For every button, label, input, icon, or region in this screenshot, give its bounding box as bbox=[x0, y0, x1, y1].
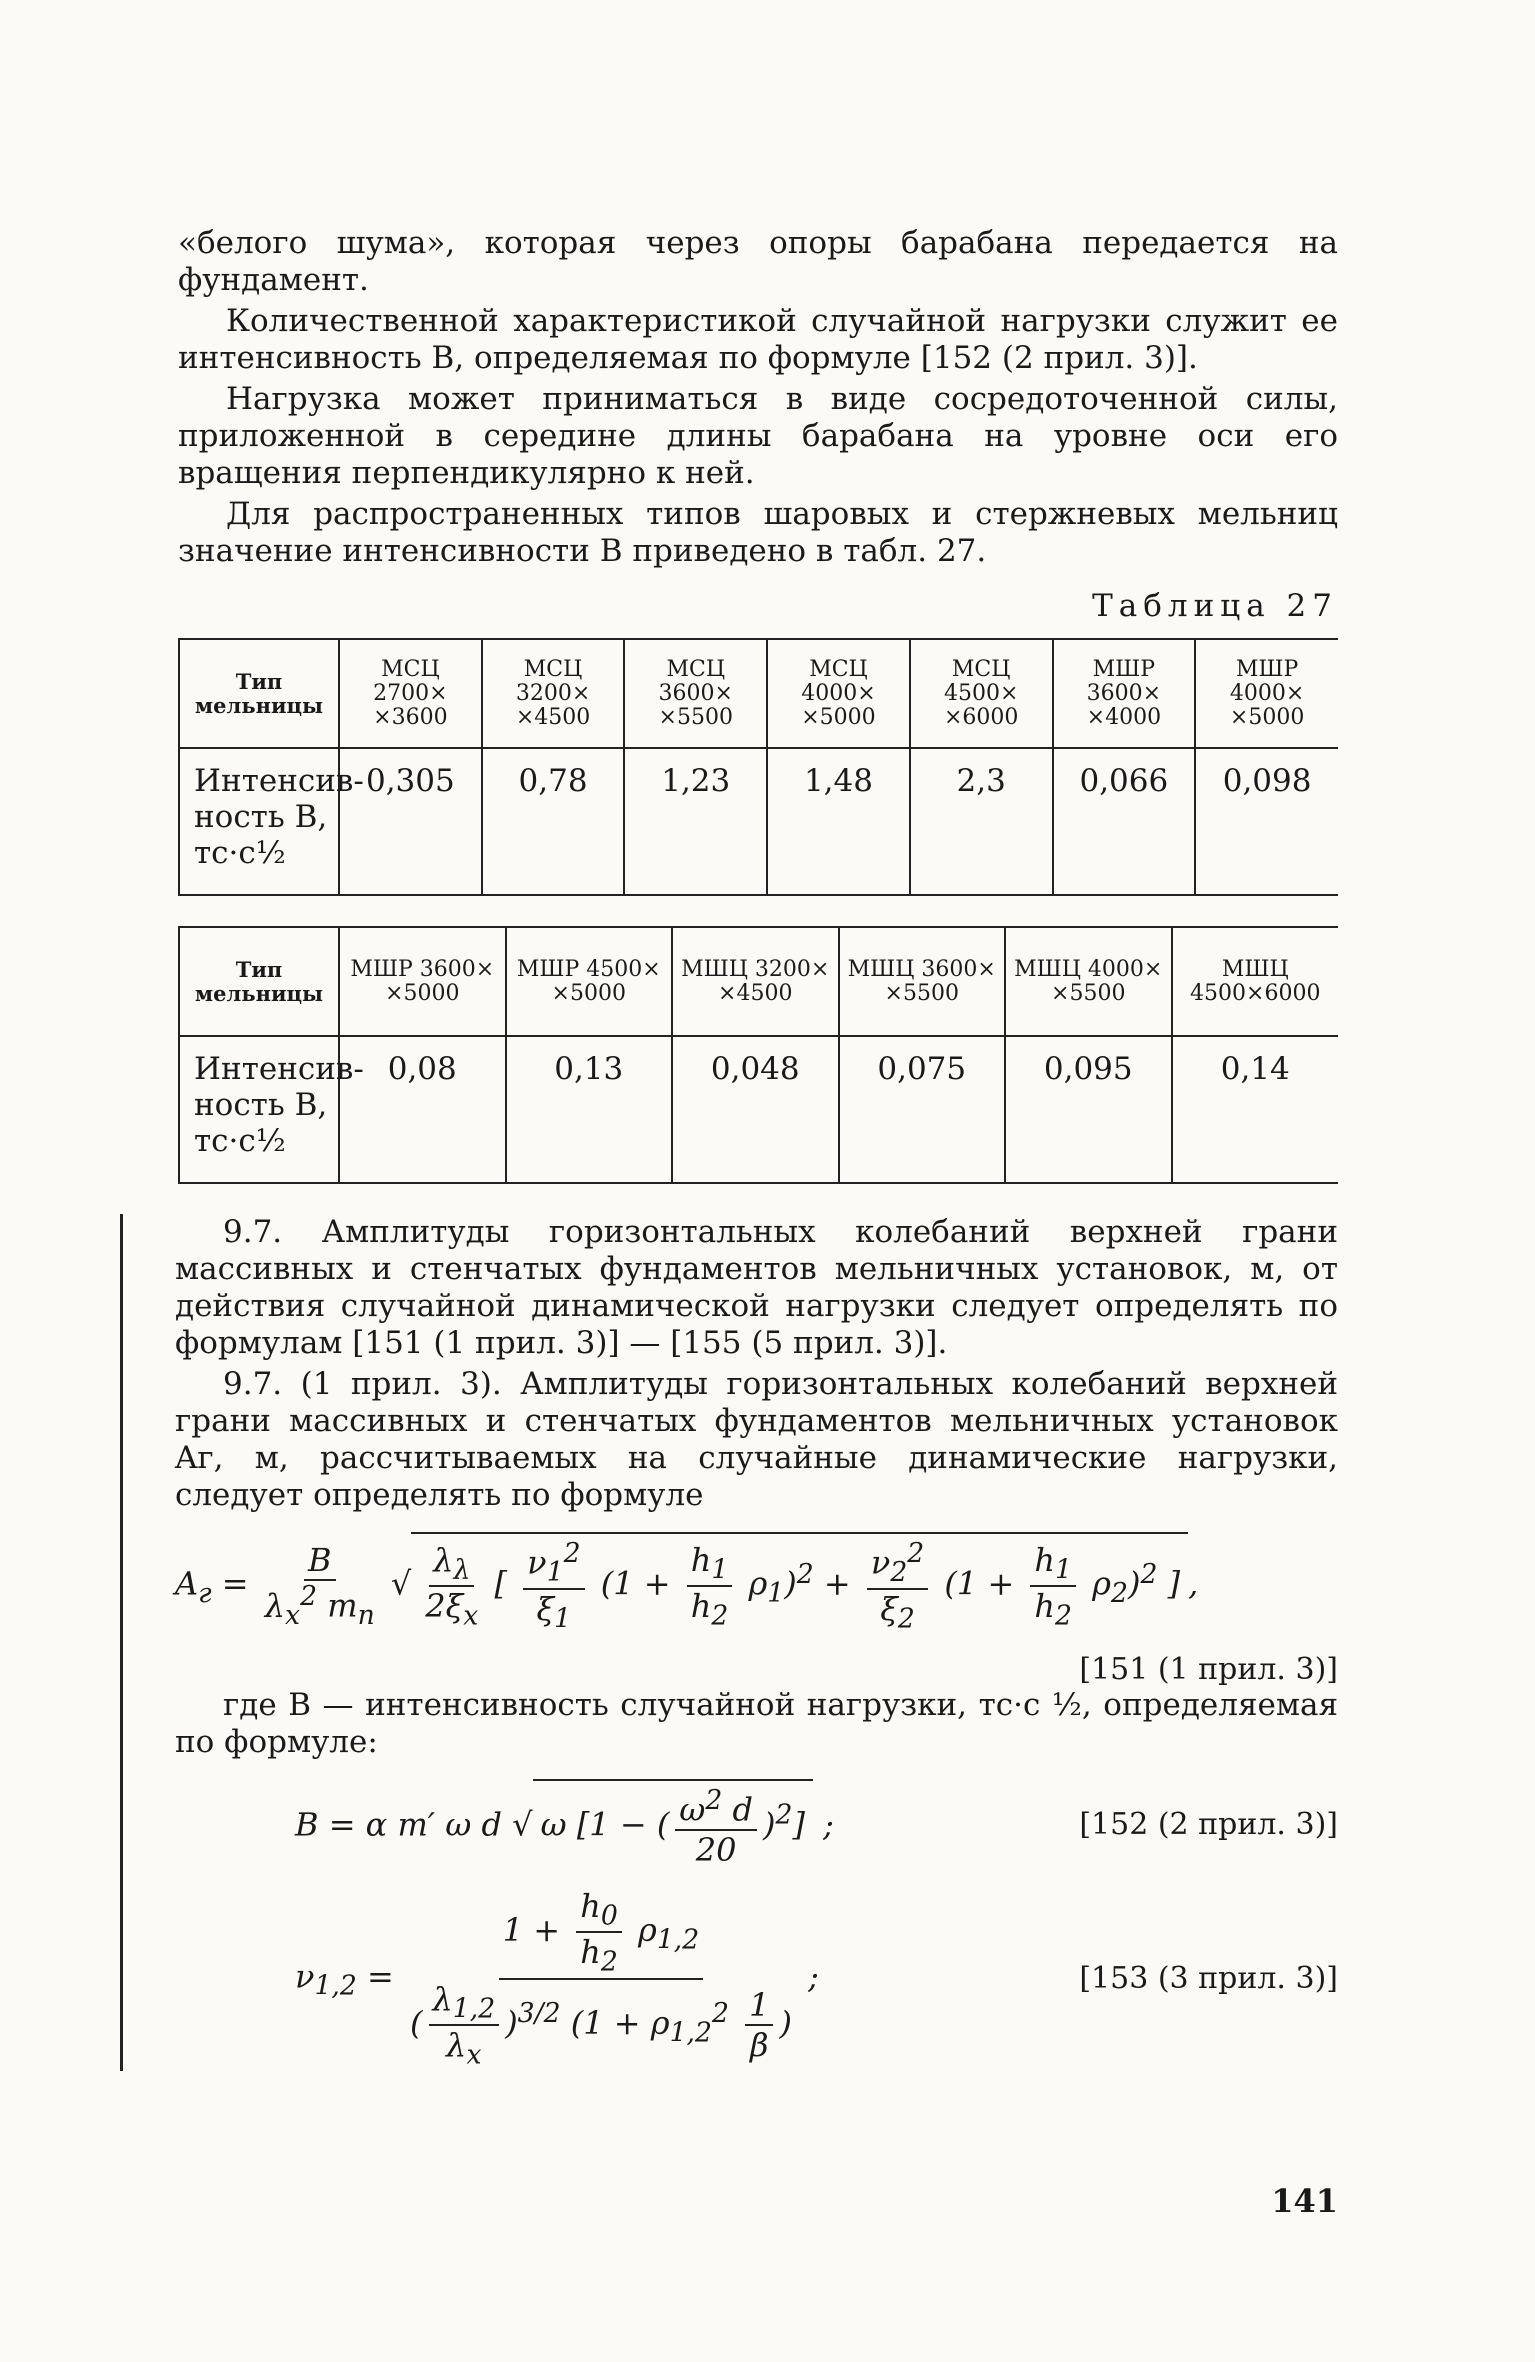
mill-type: МСЦ 2700× ×3600 bbox=[339, 639, 482, 748]
intensity-value: 0,075 bbox=[839, 1036, 1006, 1183]
intensity-value: 2,3 bbox=[910, 748, 1053, 895]
page-number: 141 bbox=[1271, 2182, 1338, 2220]
where-paragraph: где B — интенсивность случайной нагрузки, тс·с ½, определяемая по формуле: bbox=[175, 1687, 1338, 1761]
row-label-type: Тип мельницы bbox=[179, 927, 339, 1036]
intensity-value: 0,14 bbox=[1172, 1036, 1339, 1183]
mill-type: МШР 4500× ×5000 bbox=[506, 927, 673, 1036]
formula-152: B = α m′ ω d √ ω [1 − ( $\frac{\omega^2 d}{20}$ )$^2$] ; [152 (2 прил. 3)] bbox=[175, 1779, 1338, 1869]
paragraph-2: Количественной характеристикой случайной нагрузки служит ее интенсивность В, определяемая по формуле [152 (2 прил. 3)]. bbox=[178, 303, 1338, 376]
section-paragraph-2: 9.7. (1 прил. 3). Амплитуды горизонтальных колебаний верхней грани массивных и стенчатых фундаментов мельничных установок Aг, м, рассчитываемых на случайные динамические нагрузки, следует определять по формуле bbox=[175, 1366, 1338, 1513]
intensity-value: 0,098 bbox=[1195, 748, 1338, 895]
section-paragraph-1: 9.7. Амплитуды горизонтальных колебаний верхней грани массивных и стенчатых фундаментов мельничных установок, м, от действия случайной динамической нагрузки следует определять по формулам [151 (1 прил. 3)] — [155 (5 прил. 3)]. bbox=[175, 1214, 1338, 1361]
intensity-value: 0,095 bbox=[1005, 1036, 1172, 1183]
reference-153: [153 (3 прил. 3)] bbox=[1079, 1961, 1338, 1997]
mill-type: МСЦ 4500× ×6000 bbox=[910, 639, 1053, 748]
mill-type: МШР 3600× ×4000 bbox=[1053, 639, 1196, 748]
paragraph-1: «белого шума», которая через опоры барабана передается на фундамент. bbox=[178, 225, 1338, 298]
page-content bbox=[175, 225, 1338, 2089]
mill-type: МШР 4000× ×5000 bbox=[1195, 639, 1338, 748]
mill-type: МШЦ 3600× ×5500 bbox=[839, 927, 1006, 1036]
intensity-value: 0,78 bbox=[482, 748, 625, 895]
mill-table-2 bbox=[178, 926, 1338, 1184]
mill-type: МСЦ 3600× ×5500 bbox=[624, 639, 767, 748]
mill-type: МШЦ 4500×6000 bbox=[1172, 927, 1339, 1036]
mill-table-1 bbox=[178, 638, 1338, 896]
mill-type: МШЦ 3200× ×4500 bbox=[672, 927, 839, 1036]
intensity-value: 0,048 bbox=[672, 1036, 839, 1183]
row-label-intensity: Интенсив-ность В, тс·с½ bbox=[179, 748, 339, 895]
reference-151: [151 (1 прил. 3)] bbox=[1079, 1652, 1338, 1688]
mill-type: МШР 3600× ×5000 bbox=[339, 927, 506, 1036]
mill-type: МСЦ 4000× ×5000 bbox=[767, 639, 910, 748]
section-9-7 bbox=[120, 1214, 1338, 2071]
mill-type: МШЦ 4000× ×5500 bbox=[1005, 927, 1172, 1036]
intensity-value: 0,13 bbox=[506, 1036, 673, 1183]
row-label-intensity: Интенсив-ность В, тс·с½ bbox=[179, 1036, 339, 1183]
row-label-type: Тип мельницы bbox=[179, 639, 339, 748]
intensity-value: 0,066 bbox=[1053, 748, 1196, 895]
intensity-value: 1,23 bbox=[624, 748, 767, 895]
reference-152: [152 (2 прил. 3)] bbox=[1079, 1806, 1338, 1842]
paragraph-4: Для распространенных типов шаровых и стержневых мельниц значение интенсивности В приведено в табл. 27. bbox=[178, 496, 1338, 569]
intensity-value: 0,305 bbox=[339, 748, 482, 895]
mill-type: МСЦ 3200× ×4500 bbox=[482, 639, 625, 748]
paragraph-3: Нагрузка может приниматься в виде сосредоточенной силы, приложенной в середине длины барабана на уровне оси его вращения перпендикулярно к ней. bbox=[178, 381, 1338, 491]
intensity-value: 1,48 bbox=[767, 748, 910, 895]
table-caption: Таблица 27 bbox=[1092, 588, 1338, 624]
formula-153: $\nu_{1,2}$ = 1 + $\frac{h_0}{h_2}$ $\rho_{1,2}$ ( $\frac{\lambda_{1,2}}{\lambda_x}$ )$^{3/2}$ ($1 + \rho_{1,2}^2$ $\frac{1}{\beta}$ ) ; [153 (3 прил. 3)] bbox=[295, 1887, 1338, 2071]
intensity-value: 0,08 bbox=[339, 1036, 506, 1183]
formula-151: $A_г$ = $\frac{B}{\lambda_x^2 m_п}$ √ $\frac{\lambda_\lambda}{2\xi_x}$ [ $\frac{\nu_1^2}{\xi_1}$ (1 + $\frac{h_1}{h_2}$ $\rho_1)^2$ + $\frac{\nu_2^2}{\xi_2}$ (1 + $\frac{h_1}{h_2}$ $\rho_2)^2$ ], bbox=[175, 1532, 1338, 1634]
